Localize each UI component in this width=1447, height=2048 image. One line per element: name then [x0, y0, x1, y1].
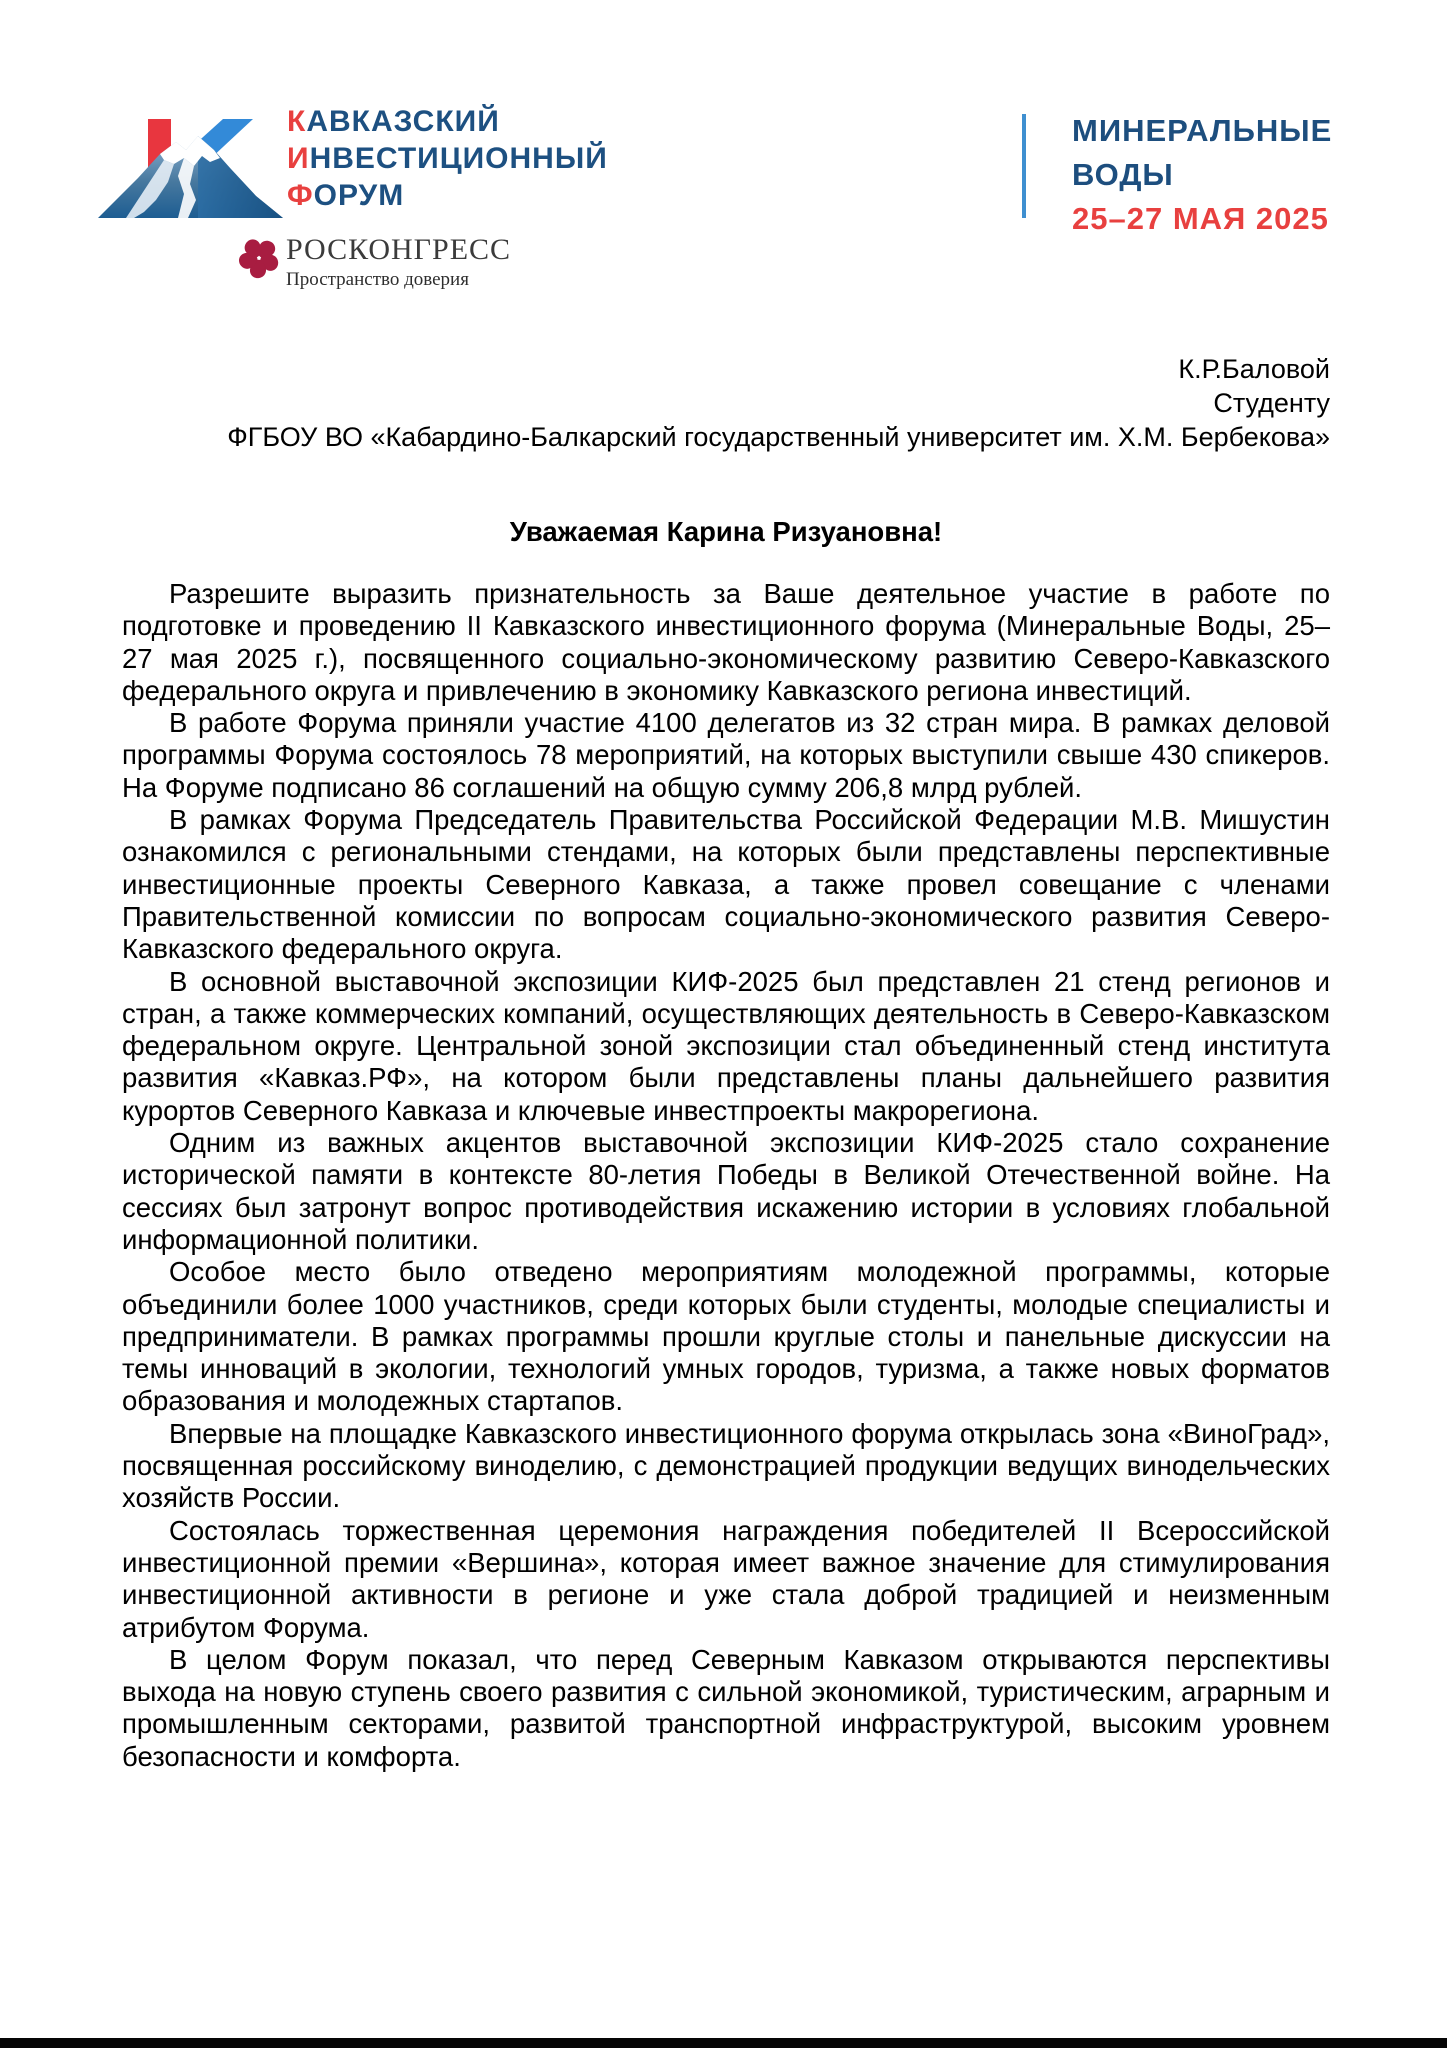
salutation: Уважаемая Карина Ризуановна! — [509, 516, 943, 547]
letter-paragraph: В рамках Форума Председатель Правительства Российской Федерации М.В. Мишустин ознакомился с региональными стендами, на которых были представлены перспективные инвестиционные проекты Северного Кавказа, а также провел совещание с членами Правительственной комиссии по вопросам социально-экономического развития Северо-Кавказского федерального округа. — [122, 804, 1330, 965]
wordmark-line-3: ФОРУМ — [287, 179, 405, 212]
letter-paragraph: Состоялась торжественная церемония награждения победителей II Всероссийской инвестиционной премии «Вершина», которая имеет важное значение для стимулирования инвестиционной активности в регионе и уже стала доброй традицией и неизменным атрибутом Форума. — [122, 1514, 1330, 1643]
letter-paragraph: В целом Форум показал, что перед Северным Кавказом открываются перспективы выхода на новую ступень своего развития с сильной экономикой, туристическим, аграрным и промышленным секторами, развитой транспортной инфраструктурой, высоким уровнем безопасности и комфорта. — [122, 1643, 1330, 1772]
recipient-name: К.Р.Баловой — [1178, 354, 1330, 384]
letter-content — [122, 352, 1330, 1773]
kif-wordmark — [287, 103, 608, 214]
letter-paragraph: В работе Форума приняли участие 4100 делегатов из 32 стран мира. В рамках деловой программы Форума состоялось 78 мероприятий, на которых выступили свыше 430 спикеров. На Форуме подписано 86 соглашений на общую сумму 206,8 млрд рублей. — [122, 707, 1330, 803]
letter-paragraph: В основной выставочной экспозиции КИФ-2025 был представлен 21 стенд регионов и стран, а также коммерческих компаний, осуществляющих деятельность в Северо-Кавказском федеральном округе. Центральной зоной экспозиции стал объединенный стенд института развития «Кавказ.РФ», на котором были представлены планы дальнейшего развития курортов Северного Кавказа и ключевые инвестпроекты макрорегиона. — [122, 965, 1330, 1126]
kif-mountain-logo-icon — [98, 116, 288, 218]
wordmark-line-1: КАВКАЗСКИЙ — [287, 105, 500, 138]
letter-paragraph: Разрешите выразить признательность за Ваше деятельное участие в работе по подготовке и проведению II Кавказского инвестиционного форума (Минеральные Воды, 25–27 мая 2025 г.), посвященного социально-экономическому развитию Северо-Кавказского федерального округа и привлечению в экономику Кавказского региона инвестиций. — [122, 578, 1330, 706]
roscongress-tagline: Пространство доверия — [286, 269, 469, 290]
scan-bottom-edge — [0, 2038, 1447, 2048]
recipient-block — [122, 352, 1330, 454]
event-divider-line — [1022, 114, 1026, 218]
roscongress-pinwheel-icon — [238, 236, 280, 280]
roscongress-logo — [238, 234, 511, 291]
event-location-line2: ВОДЫ — [1072, 157, 1174, 192]
recipient-organization: ФГБОУ ВО «Кабардино-Балкарский государственный университет им. Х.М. Бербекова» — [227, 422, 1330, 452]
letter-paragraph: Особое место было отведено мероприятиям молодежной программы, которые объединили более 1000 участников, среди которых были студенты, молодые специалисты и предприниматели. В рамках программы прошли круглые столы и панельные дискуссии на темы инноваций в экологии, технологий умных городов, туризма, а также новых форматов образования и молодежных стартапов. — [122, 1256, 1330, 1417]
roscongress-name: РОСКОНГРЕСС — [286, 233, 512, 266]
letter-paragraph: Одним из важных акцентов выставочной экспозиции КИФ-2025 стало сохранение исторической памяти в контексте 80-летия Победы в Великой Отечественной войне. На сессиях был затронут вопрос противодействия искажению истории в условиях глобальной информационной политики. — [122, 1127, 1330, 1255]
letter-paragraph: Впервые на площадке Кавказского инвестиционного форума открылась зона «ВиноГрад», посвященная российскому виноделию, с демонстрацией продукции ведущих винодельческих хозяйств России. — [122, 1417, 1330, 1514]
event-dates: 25–27 МАЯ 2025 — [1072, 201, 1329, 236]
event-location-line1: МИНЕРАЛЬНЫЕ — [1072, 113, 1333, 148]
recipient-role: Студенту — [1213, 388, 1330, 418]
letter-body — [122, 578, 1330, 1773]
wordmark-line-2: ИНВЕСТИЦИОННЫЙ — [287, 142, 608, 175]
event-block — [1072, 109, 1332, 241]
